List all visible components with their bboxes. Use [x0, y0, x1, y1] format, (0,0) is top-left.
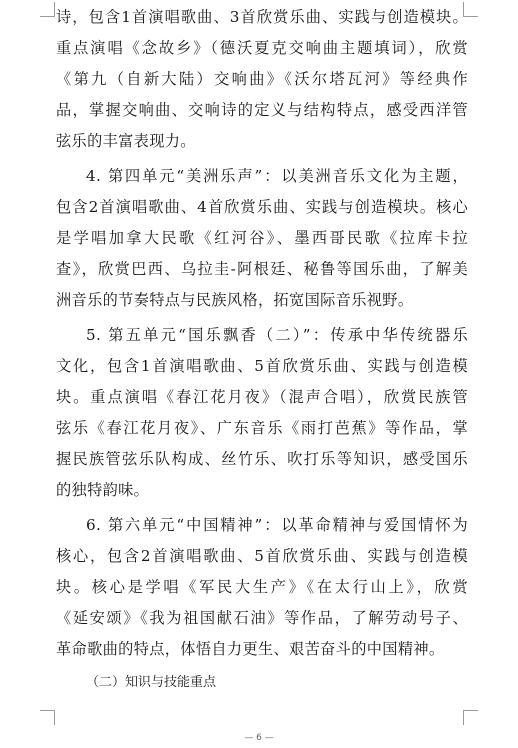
- text-line: 品，掌握交响曲、交响诗的定义与结构特点，感受西洋管: [56, 101, 468, 119]
- text-line: 6. 第六单元“中国精神”：以革命精神与爱国情怀为: [86, 516, 468, 534]
- paragraph-unit3-continuation: [56, 2, 468, 157]
- paragraph-unit5: [56, 320, 468, 506]
- text-line: 是学唱加拿大民歌《红河谷》、墨西哥民歌《拉库卡拉: [56, 229, 468, 247]
- text-line: 《延安颂》《我为祖国献石油》等作品，了解劳动号子、: [56, 609, 468, 627]
- text-line: 5. 第五单元“国乐飘香（二）”：传承中华传统器乐: [86, 326, 468, 344]
- text-line: 文化，包含1首演唱歌曲、5首欣赏乐曲、实践与创造模: [56, 357, 468, 375]
- text-line: 包含2首演唱歌曲、4首欣赏乐曲、实践与创造模块。核心: [56, 198, 468, 216]
- paragraph-unit6: [56, 510, 468, 665]
- text-line: 《第九（自新大陆）交响曲》《沃尔塔瓦河》等经典作: [56, 70, 468, 88]
- text-line: 4. 第四单元“美洲乐声”：以美洲音乐文化为主题，: [86, 167, 468, 185]
- page-number: — 6 —: [244, 733, 274, 743]
- text-line: 革命歌曲的特点，体悟自力更生、艰苦奋斗的中国精神。: [56, 640, 445, 658]
- text-line: 握民族管弦乐队构成、丝竹乐、吹打乐等知识，感受国乐: [56, 450, 468, 468]
- page-body: [56, 2, 468, 697]
- text-line: 核心，包含2首演唱歌曲、5首欣赏乐曲、实践与创造模: [56, 547, 468, 565]
- crop-mark-bottom-right: [463, 710, 478, 725]
- crop-mark-top-left: [40, 2, 55, 17]
- text-line: 洲音乐的节奏特点与民族风格，拓宽国际音乐视野。: [56, 291, 414, 309]
- paragraph-unit4: [56, 161, 468, 316]
- text-line: 查》，欣赏巴西、乌拉圭-阿根廷、秘鲁等国乐曲，了解美: [56, 260, 468, 278]
- text-line: 的独特韵味。: [56, 481, 150, 499]
- section-subheading: （二）知识与技能重点: [86, 675, 217, 690]
- text-line: 弦乐《春江花月夜》、广东音乐《雨打芭蕉》等作品，掌: [56, 419, 468, 437]
- text-line: 诗，包含1首演唱歌曲、3首欣赏乐曲、实践与创造模块。: [56, 8, 468, 26]
- text-line: 重点演唱《念故乡》（德沃夏克交响曲主题填词），欣赏: [56, 39, 468, 57]
- text-line: 块。重点演唱《春江花月夜》（混声合唱），欣赏民族管: [56, 388, 468, 406]
- crop-mark-bottom-left: [40, 710, 55, 725]
- text-line: 弦乐的丰富表现力。: [56, 132, 196, 150]
- text-line: 块。核心是学唱《军民大生产》《在太行山上》，欣赏: [56, 578, 468, 596]
